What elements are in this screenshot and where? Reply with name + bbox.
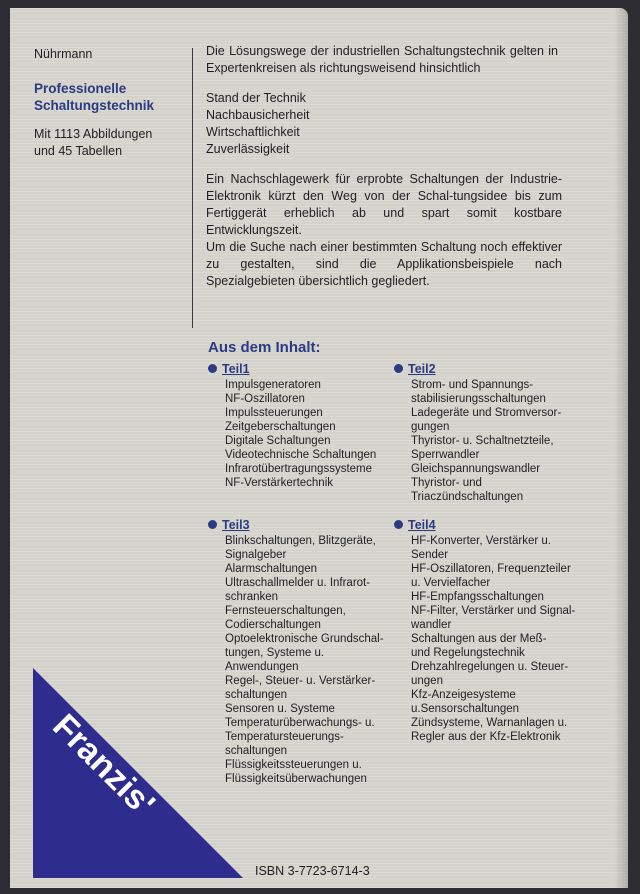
list-item: u.Sensorschaltungen xyxy=(411,703,520,715)
criteria-item: Wirtschaftlichkeit xyxy=(206,125,300,139)
part-title: Teil2 xyxy=(408,362,436,376)
list-item: ungen xyxy=(411,675,443,687)
author-name: Nührmann xyxy=(34,47,93,61)
list-item: HF-Konverter, Verstärker u. xyxy=(411,535,551,547)
list-item: Gleichspannungswandler xyxy=(411,463,541,475)
list-item: Zündsysteme, Warnanlagen u. xyxy=(411,717,568,729)
publisher-logo xyxy=(33,668,243,878)
list-item: Optoelektronische Grundschal- xyxy=(225,633,384,645)
search-paragraph: Um die Suche nach einer bestimmten Schaltung noch effektiver zu gestalten, sind die Applikationsbeispiele nach Spezialgebieten übersichtlich gegliedert. xyxy=(206,240,562,288)
list-item: Infrarotübertragungssysteme xyxy=(225,463,373,475)
bullet-dot-icon xyxy=(208,364,217,373)
part-items xyxy=(225,378,376,490)
logo-wordmark: Franzis' xyxy=(45,706,163,824)
list-item: schranken xyxy=(225,591,279,603)
list-item: Kfz-Anzeigesysteme xyxy=(411,689,516,701)
list-item: Drehzahlregelungen u. Steuer- xyxy=(411,661,569,673)
list-item: Triaczündschaltungen xyxy=(411,491,524,503)
list-item: wandler xyxy=(411,619,452,631)
part-title: Teil4 xyxy=(408,518,436,532)
table-count: und 45 Tabellen xyxy=(34,144,123,158)
list-item: schaltungen xyxy=(225,689,288,701)
list-item: Sensoren u. Systeme xyxy=(225,703,335,715)
list-item: HF-Empfangsschaltungen xyxy=(411,591,544,603)
list-item: u. Vervielfacher xyxy=(411,577,491,589)
contents-part-2 xyxy=(394,360,561,504)
contents-part-4 xyxy=(394,516,575,744)
isbn-number: ISBN 3-7723-6714-3 xyxy=(255,864,370,878)
book-title-line1: Professionelle xyxy=(34,81,127,96)
illustration-count: Mit 1113 Abbildungen xyxy=(34,127,153,141)
list-item: Blinkschaltungen, Blitzgeräte, xyxy=(225,535,376,547)
list-item: stabilisierungsschaltungen xyxy=(411,393,546,405)
part-items xyxy=(411,534,575,744)
list-item: Temperaturüberwachungs- u. xyxy=(225,717,375,729)
bullet-dot-icon xyxy=(208,520,217,529)
criteria-item: Zuverlässigkeit xyxy=(206,142,290,156)
list-item: HF-Oszillatoren, Frequenzteiler xyxy=(411,563,571,575)
bullet-dot-icon xyxy=(394,520,403,529)
list-item: gungen xyxy=(411,421,450,433)
list-item: NF-Filter, Verstärker und Signal- xyxy=(411,605,576,617)
list-item: tungen, Systeme u. xyxy=(225,647,325,659)
part-items xyxy=(225,534,384,786)
criteria-item: Nachbausicherheit xyxy=(206,108,310,122)
list-item: Strom- und Spannungs- xyxy=(411,379,534,391)
list-item: und Regelungstechnik xyxy=(411,647,525,659)
list-item: Sender xyxy=(411,549,449,561)
part-title: Teil1 xyxy=(222,362,250,376)
list-item: Temperatursteuerungs- xyxy=(225,731,344,743)
list-item: Alarmschaltungen xyxy=(225,563,318,575)
part-title: Teil3 xyxy=(222,518,250,532)
list-item: Regler aus der Kfz-Elektronik xyxy=(411,731,561,743)
list-item: Fernsteuerschaltungen, xyxy=(225,605,346,617)
list-item: NF-Verstärkertechnik xyxy=(225,477,334,489)
list-item: Impulsgeneratoren xyxy=(225,379,321,391)
bullet-dot-icon xyxy=(394,364,403,373)
list-item: Flüssigkeitsüberwachungen xyxy=(225,773,367,785)
description-paragraph: Ein Nachschlagewerk für erprobte Schaltungen der Industrie-Elektronik kürzt den Weg von der Schal-tungsidee bis zum Fertiggerät erheblich ab und spart somit kostbare Entwicklungszeit. xyxy=(206,172,562,237)
list-item: Zeitgeberschaltungen xyxy=(225,421,336,433)
list-item: Digitale Schaltungen xyxy=(225,435,331,447)
list-item: Thyristor- u. Schaltnetzteile, xyxy=(411,435,554,447)
list-item: schaltungen xyxy=(225,745,288,757)
list-item: Sperrwandler xyxy=(411,449,480,461)
list-item: NF-Oszillatoren xyxy=(225,393,305,405)
list-item: Codierschaltungen xyxy=(225,619,321,631)
contents-heading: Aus dem Inhalt: xyxy=(208,339,321,356)
list-item: Flüssigkeitssteuerungen u. xyxy=(225,759,362,771)
list-item: Videotechnische Schaltungen xyxy=(225,449,377,461)
cover-edge-shadow xyxy=(614,8,628,888)
list-item: Anwendungen xyxy=(225,661,299,673)
list-item: Thyristor- und xyxy=(411,477,482,489)
column-divider xyxy=(192,48,193,328)
list-item: Impulssteuerungen xyxy=(225,407,323,419)
criteria-item: Stand der Technik xyxy=(206,91,306,105)
book-title-line2: Schaltungstechnik xyxy=(34,98,155,113)
list-item: Ultraschallmelder u. Infrarot- xyxy=(225,577,371,589)
list-item: Signalgeber xyxy=(225,549,287,561)
list-item: Regel-, Steuer- u. Verstärker- xyxy=(225,675,376,687)
intro-paragraph: Die Lösungswege der industriellen Schaltungstechnik gelten in Expertenkreisen als richtungsweisend hinsichtlich xyxy=(206,44,558,75)
part-items xyxy=(411,378,561,504)
list-item: Ladegeräte und Stromversor- xyxy=(411,407,562,419)
contents-part-1 xyxy=(208,360,376,490)
book-back-cover xyxy=(10,8,628,888)
list-item: Schaltungen aus der Meß- xyxy=(411,633,547,645)
